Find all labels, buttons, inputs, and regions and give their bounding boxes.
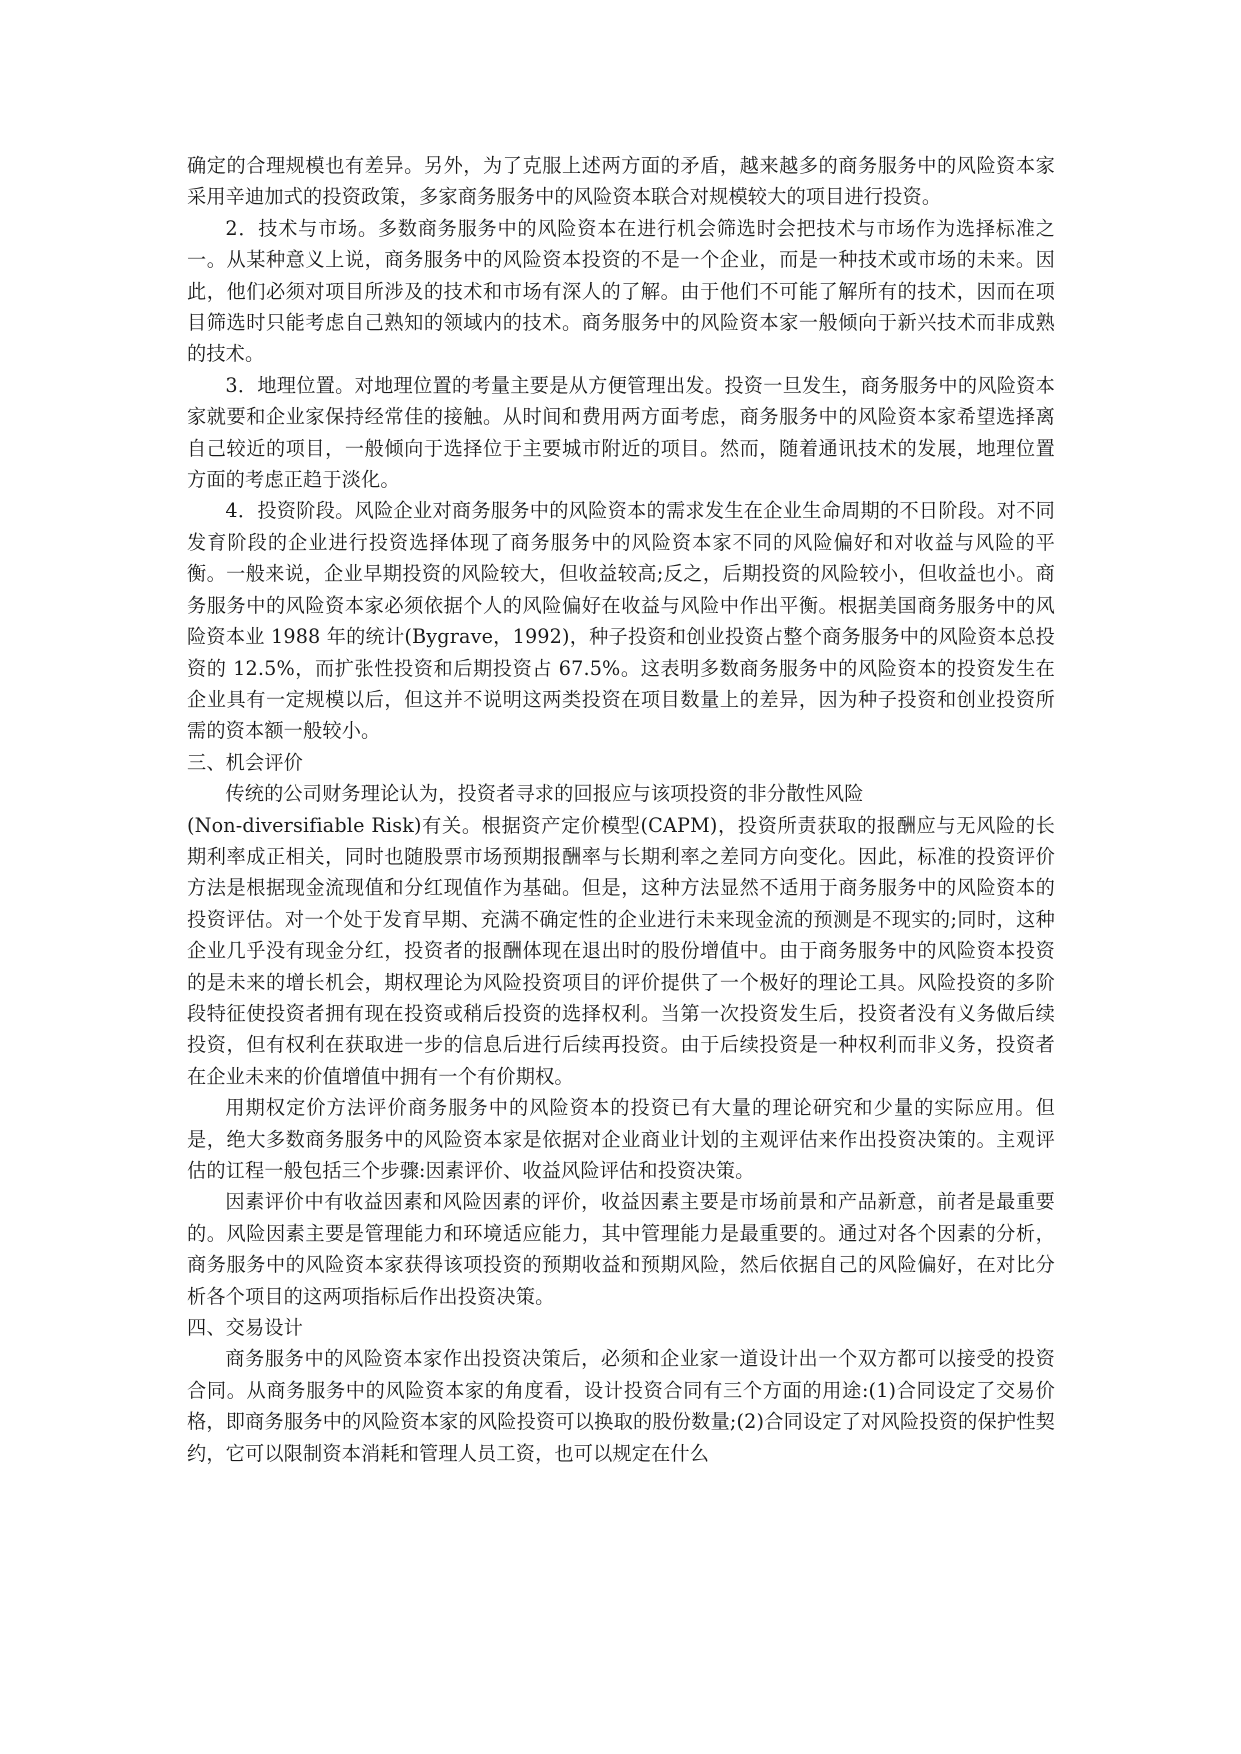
section-heading-deal-design: 四、交易设计 — [187, 1316, 304, 1340]
paragraph-technology-market: 2．技术与市场。多数商务服务中的风险资本在进行机会筛选时会把技术与市场作为选择标准之一。从某种意义上说，商务服务中的风险资本投资的不是一个企业，而是一种技术或市场的未来。因此，他们必须对项目所涉及的技术和市场有深人的了解。由于他们不可能了解所有的技术，因而在项目筛选时只能考虑自己熟知的领域内的技术。商务服务中的风险资本家一般倾向于新兴技术而非成熟的技术。 — [187, 216, 1055, 366]
paragraph-investment-contract: 商务服务中的风险资本家作出投资决策后，必须和企业家一道设计出一个双方都可以接受的投资合同。从商务服务中的风险资本家的角度看，设计投资合同有三个方面的用途:(1)合同设定了交易价格，即商务服务中的风险资本家的风险投资可以换取的股份数量;(2)合同设定了对风险投资的保护性契约，它可以限制资本消耗和管理人员工资，也可以规定在什么 — [187, 1347, 1055, 1465]
paragraph-capm: (Non-diversifiable Risk)有关。根据资产定价模型(CAPM)，投资所责获取的报酬应与无风险的长期利率成正相关，同时也随股票市场预期报酬率与长期利率之差同方向变化。因此，标准的投资评价方法是根据现金流现值和分红现值作为基础。但是，这种方法显然不适用于商务服务中的风险资本的投资评估。对一个处于发育早期、充满不确定性的企业进行未来现金流的预测是不现实的;同时，这种企业几乎没有现金分红，投资者的报酬体现在退出时的股份增值中。由于商务服务中的风险资本投资的是未来的增长机会，期权理论为风险投资项目的评价提供了一个极好的理论工具。风险投资的多阶段特征使投资者拥有现在投资或稍后投资的选择权利。当第一次投资发生后，投资者没有义务做后续投资，但有权利在获取进一步的信息后进行后续再投资。由于后续投资是一种权利而非义务，投资者在企业未来的价值增值中拥有一个有价期权。 — [187, 813, 1055, 1088]
section-heading-opportunity-evaluation: 三、机会评价 — [187, 750, 304, 774]
paragraph-1: 确定的合理规模也有差异。另外，为了克服上述两方面的矛盾，越来越多的商务服务中的风险资本家采用辛迪加式的投资政策，多家商务服务中的风险资本联合对规模较大的项目进行投资。 — [187, 154, 1055, 209]
paragraph-finance-theory: 传统的公司财务理论认为，投资者寻求的回报应与该项投资的非分散性风险 — [225, 782, 864, 806]
paragraph-investment-stage: 4．投资阶段。风险企业对商务服务中的风险资本的需求发生在企业生命周期的不日阶段。对不同发育阶段的企业进行投资选择体现了商务服务中的风险资本家不同的风险偏好和对收益与风险的平衡。一般来说，企业早期投资的风险较大，但收益较高;反之，后期投资的风险较小，但收益也小。商务服务中的风险资本家必须依据个人的风险偏好在收益与风险中作出平衡。根据美国商务服务中的风险资本业 1988 年的统计(Bygrave，1992)，种子投资和创业投资占整个商务服务中的风险资本总投资的 12.5%，而扩张性投资和后期投资占 67.5%。这表明多数商务服务中的风险资本的投资发生在企业具有一定规模以后，但这并不说明这两类投资在项目数量上的差异，因为种子投资和创业投资所需的资本额一般较小。 — [187, 499, 1055, 743]
document-page — [187, 150, 1055, 1469]
paragraph-option-pricing: 用期权定价方法评价商务服务中的风险资本的投资已有大量的理论研究和少量的实际应用。但是，绝大多数商务服务中的风险资本家是依据对企业商业计划的主观评估来作出投资决策的。主观评估的讧程一般包括三个步骤:因素评价、收益风险评估和投资决策。 — [187, 1096, 1055, 1182]
paragraph-factor-evaluation: 因素评价中有收益因素和风险因素的评价，收益因素主要是市场前景和产品新意，前者是最重要的。风险因素主要是管理能力和环境适应能力，其中管理能力是最重要的。通过对各个因素的分析，商务服务中的风险资本家获得该项投资的预期收益和预期风险，然后依据自己的风险偏好，在对比分析各个项目的这两项指标后作出投资决策。 — [187, 1190, 1055, 1308]
paragraph-geographic-location: 3．地理位置。对地理位置的考量主要是从方便管理出发。投资一旦发生，商务服务中的风险资本家就要和企业家保持经常佳的接触。从时间和费用两方面考虑，商务服务中的风险资本家希望选择离自己较近的项目，一般倾向于选择位于主要城市附近的项目。然而，随着通讯技术的发展，地理位置方面的考虑正趋于淡化。 — [187, 373, 1055, 492]
